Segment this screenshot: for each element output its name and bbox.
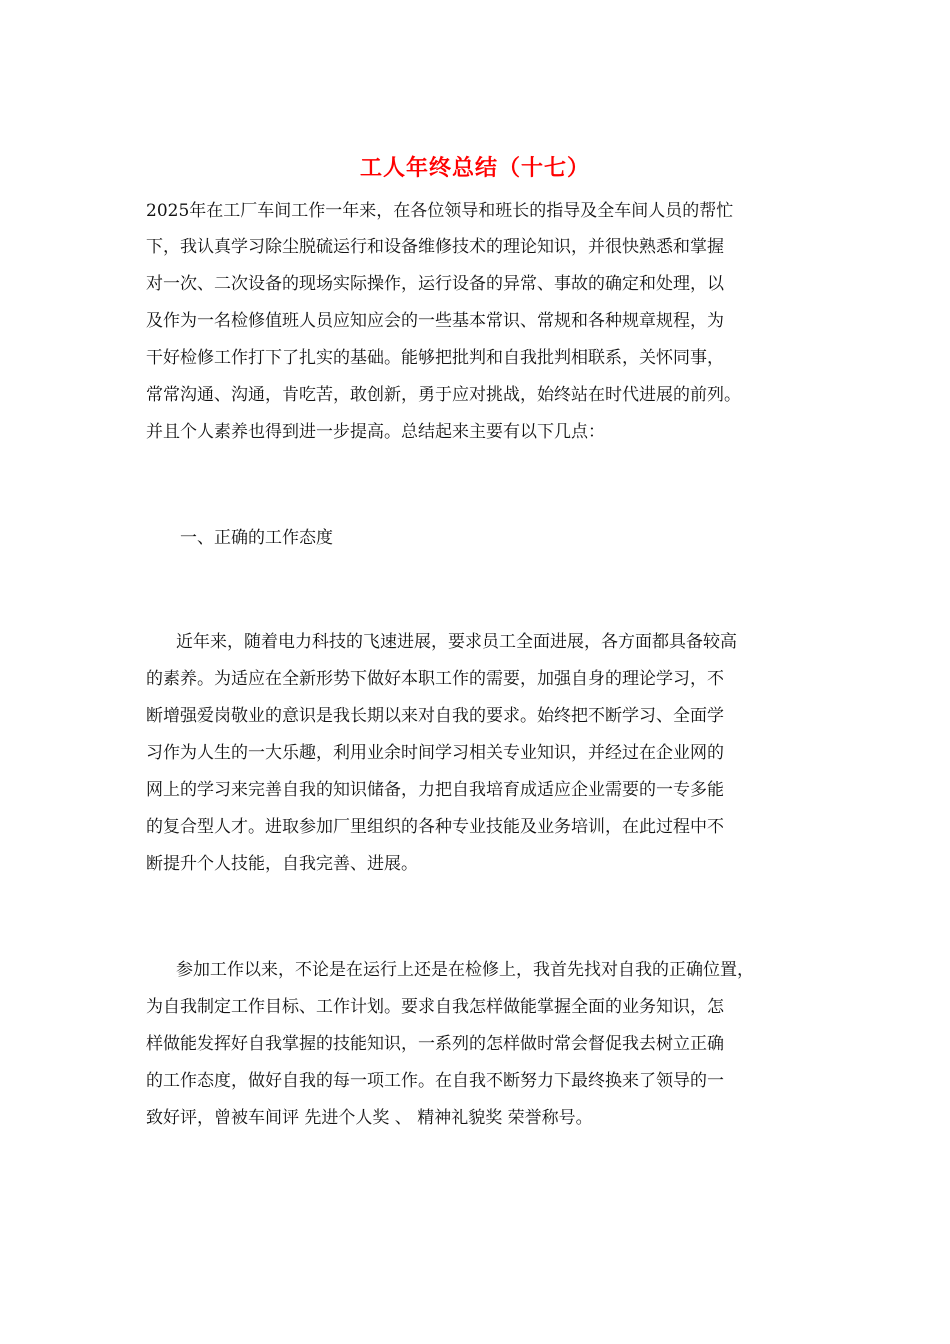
intro-line: 并且个人素养也得到进一步提高。总结起来主要有以下几点：	[146, 422, 605, 442]
intro-line: 2025年在工厂车间工作一年来，在各位领导和班长的指导及全车间人员的帮忙	[146, 201, 734, 221]
paragraph-line: 近年来，随着电力科技的飞速进展，要求员工全面进展，各方面都具备较高	[176, 632, 737, 652]
paragraph-line: 的素养。为适应在全新形势下做好本职工作的需要，加强自身的理论学习，不	[146, 669, 724, 689]
paragraph-line: 的工作态度，做好自我的每一项工作。在自我不断努力下最终换来了领导的一	[146, 1071, 724, 1091]
intro-line: 对一次、二次设备的现场实际操作，运行设备的异常、事故的确定和处理，以	[146, 274, 724, 294]
paragraph-line: 的复合型人才。进取参加厂里组织的各种专业技能及业务培训，在此过程中不	[146, 817, 724, 837]
paragraph-line: 致好评，曾被车间评 先进个人奖 、 精神礼貌奖 荣誉称号。	[146, 1108, 593, 1128]
intro-line: 及作为一名检修值班人员应知应会的一些基本常识、常规和各种规章规程，为	[146, 311, 724, 331]
document-title: 工人年终总结（十七）	[359, 155, 590, 181]
paragraph-line: 习作为人生的一大乐趣，利用业余时间学习相关专业知识，并经过在企业网的	[146, 743, 724, 763]
paragraph-line: 断增强爱岗敬业的意识是我长期以来对自我的要求。始终把不断学习、全面学	[146, 706, 724, 726]
intro-line: 常常沟通、沟通，肯吃苦，敢创新，勇于应对挑战，始终站在时代进展的前列。	[146, 385, 741, 405]
intro-line: 下，我认真学习除尘脱硫运行和设备维修技术的理论知识，并很快熟悉和掌握	[146, 237, 724, 257]
intro-line: 干好检修工作打下了扎实的基础。能够把批判和自我批判相联系，关怀同事，	[146, 348, 724, 368]
section-heading: 一、正确的工作态度	[180, 528, 333, 548]
paragraph-line: 样做能发挥好自我掌握的技能知识，一系列的怎样做时常会督促我去树立正确	[146, 1034, 724, 1054]
paragraph-line: 网上的学习来完善自我的知识储备，力把自我培育成适应企业需要的一专多能	[146, 780, 724, 800]
paragraph-line: 参加工作以来，不论是在运行上还是在检修上，我首先找对自我的正确位置，	[176, 960, 754, 980]
paragraph-line: 断提升个人技能，自我完善、进展。	[146, 854, 418, 874]
paragraph-line: 为自我制定工作目标、工作计划。要求自我怎样做能掌握全面的业务知识，怎	[146, 997, 724, 1017]
